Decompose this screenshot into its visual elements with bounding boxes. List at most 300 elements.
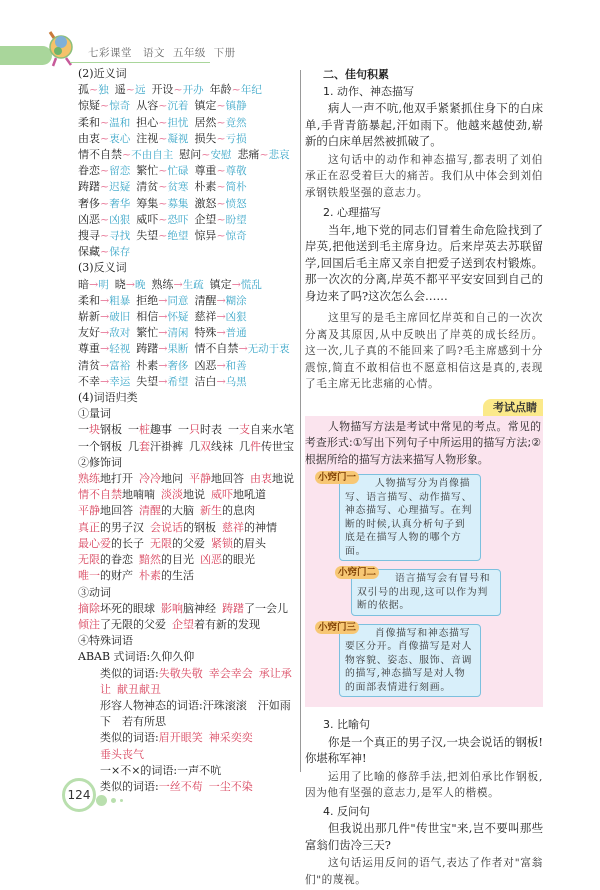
phrase (78, 569, 133, 582)
antonym-row (78, 293, 296, 309)
phrase-text: 的男子汉 (100, 520, 144, 534)
word: 镇定 (194, 99, 217, 113)
quote-paragraph: 当年,地下党的同志们冒着生命危险找到了岸英,把他送到毛主席身边。后来岸英去苏联留学,回国后毛主席又亲自把爱子送到农村锻炼。那一次次的分离,岸英不都平平安安回到自己的身边来了吗?这次怎么会…… (305, 222, 543, 303)
comment-paragraph: 这句话中的动作和神态描写,都表明了刘伯承正在忍受着巨大的痛苦。我们从中体会到刘伯承钢铁般坚强的意志力。 (305, 153, 543, 199)
antonym-pair (136, 342, 188, 355)
phrase (78, 537, 144, 550)
synonym-pair (136, 197, 188, 210)
decor-dot (96, 795, 107, 806)
synonym-pair (194, 99, 246, 112)
word: 熟练 (151, 277, 174, 291)
phrase-text: 几 (239, 439, 250, 453)
tip-label: 小窍门二 (335, 566, 379, 579)
phrase-text: 趣事 (150, 423, 172, 437)
tilde-separator: ~ (158, 164, 168, 178)
highlighted-word: 眉开眼笑 (158, 731, 203, 745)
highlighted-word: 桩 (139, 423, 150, 437)
highlighted-word: 一丝不苟 (158, 779, 203, 793)
phrase-text: 的父爱 (172, 536, 205, 550)
word: 企望 (194, 212, 217, 226)
exam-tag-row (305, 399, 543, 416)
highlighted-word: 平静 (78, 504, 100, 518)
subsection-heading: 一×不×的词语:一声不吭 (100, 763, 222, 777)
phrase-text: 一个钢板 (78, 439, 122, 453)
tilde-separator: ~ (173, 83, 183, 97)
subsection-title: 4. 反问句 (323, 804, 370, 818)
tilde-separator: ~ (100, 164, 110, 178)
phrase (100, 780, 203, 793)
tilde-separator: ~ (216, 131, 226, 145)
phrase (222, 521, 277, 534)
highlighted-word: 唯一 (78, 569, 100, 583)
decor-dot (120, 799, 123, 802)
synonym-pair (136, 180, 188, 193)
word: 尊重 (78, 342, 100, 356)
word: 失望 (136, 229, 159, 243)
phrase-row (78, 471, 296, 487)
phrase-row (78, 568, 296, 584)
antonym-row (78, 277, 296, 293)
phrase-row (78, 536, 296, 552)
synonym-word: 留恋 (109, 165, 131, 178)
antonym-word: 普通 (225, 327, 247, 340)
synonym-pair (194, 229, 246, 242)
antonym-word: 糊涂 (225, 294, 247, 307)
word: 从容 (136, 99, 159, 113)
highlighted-word: 最心爱 (78, 536, 111, 550)
word: 暗 (78, 277, 89, 291)
antonym-word: 怀疑 (167, 311, 189, 324)
antonym-word: 清闲 (167, 327, 189, 340)
synonym-pair (194, 213, 246, 226)
highlighted-word: 情不自禁 (78, 488, 122, 502)
phrase (209, 667, 253, 680)
synonym-pair (78, 180, 130, 193)
antonym-pair (194, 294, 246, 307)
word: 凶恶 (78, 212, 100, 226)
phrase-text: 坏死的眼球 (100, 601, 155, 615)
subsection-heading: ④特殊词语 (78, 634, 133, 648)
arrow-separator: → (216, 326, 226, 340)
phrase-text: 几 (189, 439, 200, 453)
phrase-text: 线袜 (211, 439, 233, 453)
synonym-word: 寻找 (109, 230, 131, 243)
arrow-separator: → (158, 310, 168, 324)
synonym-word: 开办 (182, 84, 204, 97)
antonym-word: 和善 (225, 359, 247, 372)
phrase-text: 着有新的发现 (194, 617, 260, 631)
phrase-text: 的神情 (244, 520, 277, 534)
synonym-pair (136, 132, 188, 145)
phrase-text: 了一会儿 (244, 601, 288, 615)
arrow-separator: → (125, 277, 135, 291)
synonym-pair (210, 83, 262, 96)
highlighted-word: 冷冷 (139, 472, 161, 486)
phrase (189, 472, 244, 485)
phrase-text: 一 (128, 423, 139, 437)
subsection-title: 3. 比喻句 (323, 718, 370, 731)
tip-text: 肖像描写和神态描写要区分开。肖像描写是对人物容貌、姿态、服饰、音调的描写,神态描写是对人物的面部表情进行刻画。 (339, 624, 481, 698)
word-list-paragraph: 形容人物神态的词语:汗珠滚滚 汗如雨下 若有所思 (100, 698, 291, 729)
phrase (150, 521, 216, 534)
phrase (161, 488, 205, 501)
word: 尊重 (194, 164, 217, 178)
synonym-word: 担忧 (167, 116, 189, 129)
phrase-text: 脑神经 (183, 601, 216, 615)
phrase (100, 748, 144, 761)
highlighted-word: 紧锁 (211, 536, 233, 550)
synonym-row (78, 212, 296, 228)
arrow-separator: → (173, 277, 183, 291)
synonym-row (78, 82, 296, 98)
tilde-separator: ~ (100, 229, 110, 243)
phrase-row (78, 422, 296, 438)
highlighted-word: 摘除 (78, 601, 100, 615)
subsection-title: 2. 心理描写 (323, 206, 381, 219)
antonym-pair (194, 310, 246, 323)
antonym-word: 破旧 (109, 311, 131, 324)
phrase (78, 440, 122, 453)
synonym-row (78, 115, 296, 131)
word: 开设 (151, 83, 174, 97)
phrase-text: 的生活 (161, 569, 194, 583)
tilde-separator: ~ (100, 115, 110, 129)
phrase-text: 的大脑 (161, 504, 194, 518)
exam-intro: 人物描写方法是考试中常见的考点。常见的考查形式:①写出下列句子中所运用的描写方法;②根据所给的描写方法来描写人物形象。 (305, 419, 541, 466)
word: 情不自禁 (194, 342, 239, 356)
phrase (128, 440, 183, 453)
subsection-heading: (3)反义词 (78, 261, 127, 275)
antonym-word: 轻视 (109, 343, 131, 356)
word: 威吓 (136, 212, 159, 226)
word: 清贫 (136, 180, 159, 194)
phrase (78, 553, 133, 566)
highlighted-word: 双 (200, 439, 211, 453)
subsection-heading: ②修饰词 (78, 455, 122, 469)
synonym-row (78, 147, 296, 163)
phrase (78, 504, 133, 517)
exam-tag: 考试点睛 (483, 399, 543, 416)
phrase-text: 地回答 (100, 504, 133, 518)
antonym-pair (78, 375, 130, 388)
word: 朴素 (136, 358, 159, 372)
phrase-text: 的息肉 (222, 504, 255, 518)
phrase-text: 的长子 (111, 536, 144, 550)
word: 居然 (194, 115, 217, 129)
word: 遥 (114, 83, 126, 97)
phrase-text: 的钢板 (183, 520, 216, 534)
quote-paragraph: 但我说出那几件"传世宝"来,岂不要叫那些富翁们齿冷三天? (305, 821, 543, 852)
synonym-pair (136, 213, 188, 226)
highlighted-word: 无限 (150, 536, 172, 550)
subsection-heading: ①量词 (78, 407, 111, 421)
word: 注视 (136, 131, 159, 145)
tilde-separator: ~ (100, 99, 110, 113)
synonym-pair (78, 132, 130, 145)
synonym-pair (194, 197, 246, 210)
phrase (178, 423, 222, 436)
synonym-pair (78, 229, 130, 242)
synonym-row (78, 196, 296, 212)
antonym-word: 富裕 (109, 359, 131, 372)
phrase-text: 地回答 (211, 472, 244, 486)
highlighted-word: 倾注 (78, 617, 100, 631)
phrase (78, 602, 155, 615)
phrase (78, 618, 166, 631)
synonym-pair (78, 197, 130, 210)
arrow-separator: → (238, 342, 248, 356)
synonym-pair (194, 132, 246, 145)
header-title: 七彩课堂 语文 五年级 下册 (88, 47, 236, 59)
highlighted-word: 新生 (200, 504, 222, 518)
synonym-word: 悲哀 (268, 149, 290, 162)
arrow-separator: → (216, 358, 226, 372)
phrase-row (78, 730, 296, 762)
synonym-row (78, 131, 296, 147)
arrow-separator: → (100, 358, 110, 372)
synonym-pair (136, 116, 188, 129)
phrase (139, 472, 183, 485)
antonym-pair (78, 278, 109, 291)
phrase-text: 类似的词语: (100, 779, 159, 793)
word: 眷恋 (78, 164, 100, 178)
synonym-word: 简朴 (225, 181, 247, 194)
word: 拒绝 (136, 293, 159, 307)
synonym-word: 贫寒 (167, 181, 189, 194)
arrow-separator: → (216, 310, 226, 324)
antonym-word: 无动于衷 (247, 343, 290, 356)
column-divider (300, 70, 301, 772)
word: 年龄 (209, 83, 232, 97)
word: 奢侈 (78, 196, 100, 210)
word: 柔和 (78, 293, 100, 307)
word: 繁忙 (136, 326, 159, 340)
phrase-row (78, 520, 296, 536)
synonym-pair (78, 116, 130, 129)
phrase (200, 504, 255, 517)
phrase-text: 类似的词语: (100, 731, 159, 745)
phrase (239, 440, 294, 453)
tilde-separator: ~ (216, 164, 226, 178)
word: 相信 (136, 310, 159, 324)
word: 柔和 (78, 115, 100, 129)
highlighted-word: 垂头丧气 (100, 747, 144, 761)
phrase-text: 一 (178, 423, 189, 437)
highlighted-word: 黯然 (139, 553, 161, 567)
phrase-text: 的眷恋 (100, 553, 133, 567)
tilde-separator: ~ (216, 229, 226, 243)
tilde-separator: ~ (158, 180, 168, 194)
phrase-text: 的眉头 (233, 536, 266, 550)
phrase (228, 423, 294, 436)
arrow-separator: → (158, 326, 168, 340)
highlighted-word: 淡淡 (161, 488, 183, 502)
phrase-text: 传世宝 (261, 439, 294, 453)
phrase (139, 504, 194, 517)
word: 激怒 (194, 196, 217, 210)
highlighted-word: 平静 (189, 472, 211, 486)
synonym-pair (136, 164, 188, 177)
word: 惊异 (194, 229, 217, 243)
tip-text: 语言描写会有冒号和双引号的出现,这可以作为判断的依据。 (351, 569, 501, 616)
tilde-separator: ~ (216, 180, 226, 194)
phrase-row (78, 552, 296, 568)
phrase-text: 的眼光 (222, 553, 255, 567)
quote-paragraph: 你是一个真正的男子汉,一块会说话的钢板!你堪称军神! (305, 734, 543, 765)
arrow-separator: → (216, 293, 226, 307)
subsection-heading: ③动词 (78, 585, 111, 599)
phrase (78, 488, 155, 501)
phrase (100, 731, 203, 744)
tilde-separator: ~ (216, 196, 226, 210)
word: 慰问 (179, 148, 202, 162)
highlighted-word: 件 (250, 439, 261, 453)
antonym-pair (194, 359, 246, 372)
phrase (78, 472, 133, 485)
antonym-word: 幸运 (109, 375, 131, 388)
phrase-row (78, 617, 296, 633)
antonym-pair (151, 278, 203, 291)
comment-paragraph: 这里写的是毛主席回忆岸英和自己的一次次分离及其原因,从中反映出了岸英的成长经历。这一次,儿子真的不能回来了吗?毛主席感到十分震惊,简直不敢相信也不愿意相信这是真的,表现了毛主席无比悲痛的心情。 (305, 312, 543, 390)
tilde-separator: ~ (158, 196, 168, 210)
synonym-word: 竟然 (225, 116, 247, 129)
phrase (78, 423, 122, 436)
tilde-separator: ~ (158, 99, 168, 113)
synonym-pair (78, 164, 130, 177)
tilde-separator: ~ (100, 245, 110, 259)
word: 情不自禁 (78, 148, 122, 162)
word: 搜寻 (78, 229, 100, 243)
word: 悲痛 (237, 148, 260, 162)
synonym-row (78, 228, 296, 244)
highlighted-word: 影响 (161, 601, 183, 615)
phrase-text: 自来水笔 (250, 423, 294, 437)
synonym-pair (78, 245, 130, 258)
quote-paragraph: 病人一声不吭,他双手紧紧抓住身下的白床单,手背青筋暴起,汗如雨下。他越来越使劲,崭新的白床单居然被抓破了。 (305, 101, 543, 148)
antonym-pair (78, 359, 130, 372)
synonym-pair (194, 180, 246, 193)
exam-tips-box (305, 416, 543, 708)
highlighted-word: 一尘不染 (208, 779, 253, 793)
comment-paragraph: 这句话运用反问的语气,表达了作者对"富翁们"的蔑视。 (305, 857, 543, 886)
phrase (139, 553, 194, 566)
antonym-word: 乌黑 (225, 375, 247, 388)
section-title: 二、佳句积累 (323, 68, 389, 81)
antonym-word: 明 (98, 278, 109, 291)
phrase-text: 钢板 (100, 423, 122, 437)
highlighted-word: 凶恶 (200, 553, 222, 567)
vocabulary-column (78, 66, 296, 795)
phrase (209, 731, 253, 744)
section-rhetorical-question (305, 804, 543, 889)
header-divider (70, 62, 210, 63)
highlighted-word: 套 (139, 439, 150, 453)
synonym-row (78, 179, 296, 195)
antonym-row (78, 358, 296, 374)
synonym-word: 恐吓 (167, 213, 189, 226)
word: 踌躇 (78, 180, 100, 194)
arrow-separator: → (100, 310, 110, 324)
phrase-text: 类似的词语: (100, 666, 159, 680)
arrow-separator: → (158, 293, 168, 307)
highlighted-word: 献丑献丑 (117, 682, 161, 696)
highlighted-word: 块 (89, 423, 100, 437)
phrase-text: 地喃喃 (122, 488, 155, 502)
phrase (189, 440, 233, 453)
word: 晓 (114, 277, 126, 291)
synonym-pair (237, 148, 289, 161)
synonym-word: 迟疑 (109, 181, 131, 194)
highlighted-word: 无限 (78, 553, 100, 567)
synonym-word: 镇静 (225, 100, 247, 113)
arrow-separator: → (158, 342, 168, 356)
phrase-row (78, 666, 296, 698)
phrase-text: 地说 (183, 488, 205, 502)
antonym-pair (78, 342, 130, 355)
decor-dot (111, 798, 116, 803)
phrase (211, 537, 266, 550)
synonym-word: 远 (134, 84, 146, 97)
tilde-separator: ~ (216, 212, 226, 226)
section-psychological-description (305, 205, 543, 393)
page-number: 124 (62, 778, 96, 812)
tilde-separator: ~ (201, 148, 211, 162)
tilde-separator: ~ (89, 83, 99, 97)
highlighted-word: 失敬失敬 (158, 666, 203, 680)
phrase-row (78, 601, 296, 617)
phrase (211, 488, 266, 501)
antonym-word: 粗暴 (109, 294, 131, 307)
tilde-separator: ~ (216, 115, 226, 129)
arrow-separator: → (100, 293, 110, 307)
word: 镇定 (209, 277, 232, 291)
synonym-pair (78, 213, 130, 226)
highlighted-word: 慈祥 (222, 520, 244, 534)
tilde-separator: ~ (158, 229, 168, 243)
antonym-pair (136, 294, 188, 307)
sentences-column (305, 67, 543, 890)
phrase-row (78, 503, 296, 519)
section-action-description (305, 84, 543, 202)
phrase (200, 553, 255, 566)
antonym-word: 希望 (167, 375, 189, 388)
synonym-word: 尊敬 (225, 165, 247, 178)
tilde-separator: ~ (216, 99, 226, 113)
antonym-pair (115, 278, 146, 291)
antonym-pair (194, 326, 246, 339)
highlighted-word: 企望 (172, 617, 194, 631)
subsection-heading: ABAB 式词语:久仰久仰 (78, 650, 195, 664)
phrase-row (78, 779, 296, 795)
subsection-heading: (2)近义词 (78, 67, 127, 80)
antonym-word: 慌乱 (240, 278, 262, 291)
tilde-separator: ~ (100, 131, 110, 145)
synonym-word: 盼望 (225, 213, 247, 226)
antonym-row (78, 341, 296, 357)
phrase-text: 地打开 (100, 472, 133, 486)
tilde-separator: ~ (259, 148, 269, 162)
phrase (172, 618, 260, 631)
phrase-text: 了无限的父爱 (100, 617, 166, 631)
synonym-row (78, 163, 296, 179)
word: 不幸 (78, 374, 100, 388)
tilde-separator: ~ (231, 83, 241, 97)
section-metaphor (305, 717, 543, 802)
arrow-separator: → (231, 277, 241, 291)
antonym-pair (194, 342, 289, 355)
antonym-row (78, 374, 296, 390)
antonym-word: 生疏 (182, 278, 204, 291)
